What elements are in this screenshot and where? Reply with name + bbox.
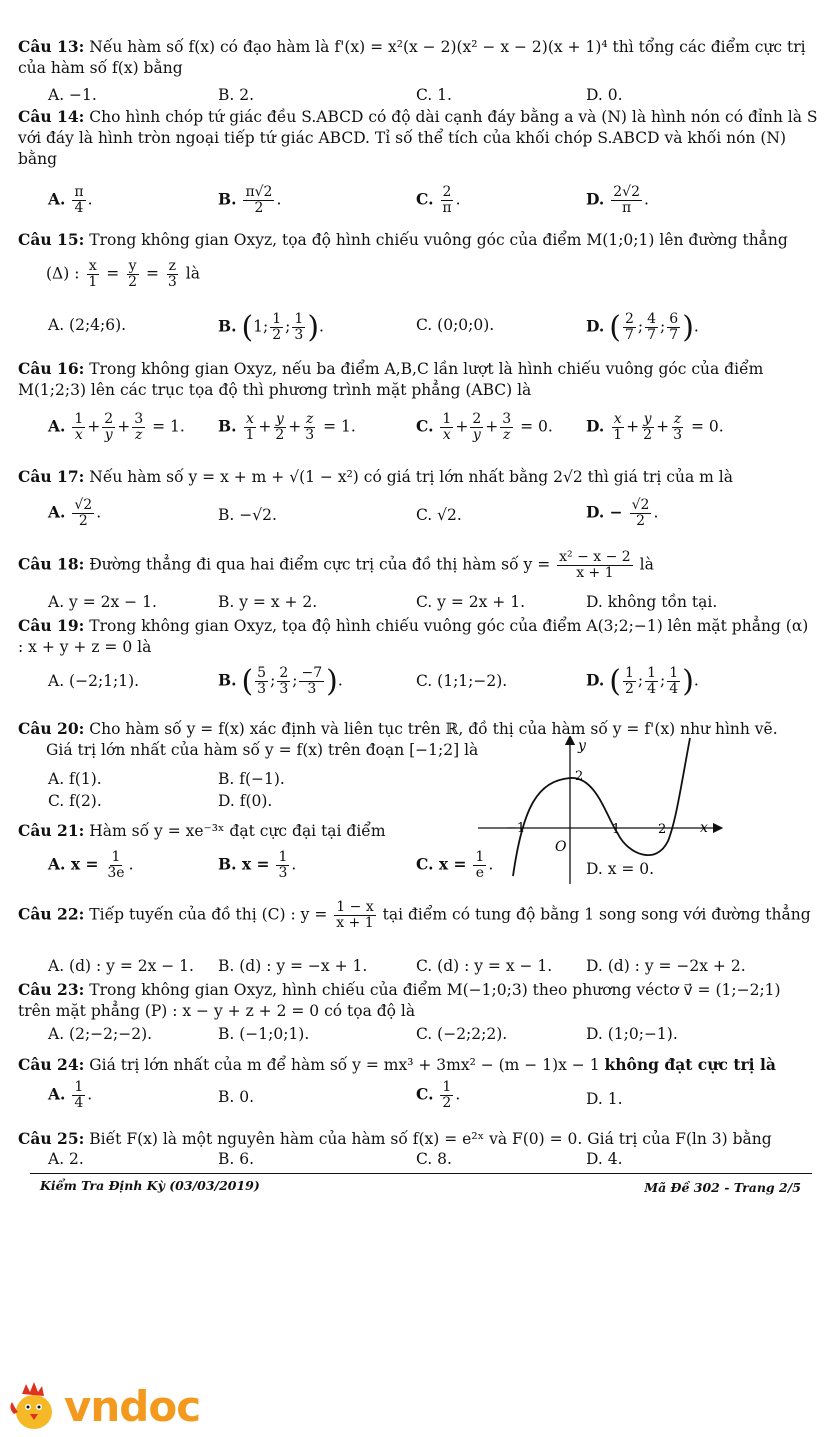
option-a[interactable]: A. f(1). bbox=[48, 770, 102, 788]
question-17 bbox=[18, 466, 818, 488]
option-c[interactable]: C. (d) : y = x − 1. bbox=[416, 957, 553, 975]
question-label: Câu 19: bbox=[18, 616, 85, 635]
question-24: Câu 24: Giá trị lớn nhất của m để hàm số y = mx³ + 3mx² − (m − 1)x − 1 không đạt cực trị là bbox=[18, 1055, 776, 1074]
question-text: Nếu hàm số f(x) có đạo hàm là f'(x) = x²(x − 2)(x² − x − 2)(x + 1)⁴ thì tổng các điểm cực trị của hàm số f(x) bằng bbox=[18, 38, 806, 77]
option-b[interactable]: B. bbox=[218, 316, 237, 336]
option-b[interactable]: B. (d) : y = −x + 1. bbox=[218, 957, 368, 975]
question-label: Câu 20: bbox=[18, 719, 85, 738]
question-label: Câu 24: bbox=[18, 1055, 85, 1074]
option-a[interactable]: A. bbox=[48, 416, 66, 436]
option-a[interactable]: A. bbox=[48, 502, 66, 522]
question-16 bbox=[18, 358, 818, 401]
options-15: A. (2;4;6). B. (1; $\frac{1}{2}$ ; $\frac{1}{3}$ ). C. (0;0;0). D. ( $\frac{2}{7}$ ; $\frac{4}{7}$ ; $\frac{6}{7}$ ). bbox=[48, 310, 699, 345]
options-17: A. $\frac{√2}{2}$ . B. −√2. C. √2. D. − $\frac{√2}{2}$ . bbox=[48, 497, 659, 529]
question-22: Câu 22: Tiếp tuyến của đồ thị (C) : y = $\frac{1 - x}{x + 1}$ tại điểm có tung độ bằng 1 song song với đường thẳng bbox=[18, 899, 811, 931]
question-label: Câu 15: bbox=[18, 230, 85, 249]
question-label: Câu 25: bbox=[18, 1129, 85, 1148]
fraction: $\frac{\pi√2}{2}$ bbox=[245, 184, 273, 216]
tick-1: 1 bbox=[612, 822, 621, 837]
question-15: Câu 15: Trong không gian Oxyz, tọa độ hình chiếu vuông góc của điểm M(1;0;1) lên đường thẳng (Δ) : $\frac{x}{1}$ = $\frac{y}{2}$ = $\frac{z}{3}$ là bbox=[18, 230, 788, 290]
option-d[interactable]: D. (1;0;−1). bbox=[586, 1025, 678, 1043]
options-21: A. x = $\frac{1}{3e}$ . B. x = $\frac{1}{3}$ . C. x = $\frac{1}{e}$ . D. x = 0. bbox=[48, 849, 655, 881]
question-label: Câu 18: bbox=[18, 554, 85, 574]
option-d[interactable]: D. − bbox=[586, 502, 623, 522]
option-d[interactable]: D. 0. bbox=[586, 86, 623, 104]
tick-2: 2 bbox=[658, 822, 667, 837]
option-a[interactable]: A. y = 2x − 1. bbox=[48, 593, 157, 611]
footer-page-number: Mã Đề 302 - Trang 2/5 bbox=[644, 1180, 801, 1195]
question-text-2: Giá trị lớn nhất của hàm số y = f(x) trên đoạn [−1;2] là bbox=[46, 741, 479, 759]
option-c[interactable]: C. f(2). bbox=[48, 792, 102, 810]
line-name: (Δ) : bbox=[46, 264, 80, 283]
option-c[interactable]: C. (0;0;0). bbox=[416, 316, 495, 334]
fraction: $\frac{\pi}{4}$ bbox=[74, 184, 84, 216]
option-c[interactable]: C. 8. bbox=[416, 1150, 452, 1168]
question-23 bbox=[18, 979, 818, 1022]
options-14: A. $\frac{\pi}{4}$ . B. $\frac{\pi√2}{2}$ . C. $\frac{2}{\pi}$ . D. $\frac{2√2}{\pi}$ . bbox=[48, 184, 649, 216]
option-a[interactable]: A. (d) : y = 2x − 1. bbox=[48, 957, 194, 975]
option-c[interactable]: C. (1;1;−2). bbox=[416, 672, 508, 690]
option-c[interactable]: C. y = 2x + 1. bbox=[416, 593, 525, 611]
question-label: Câu 23: bbox=[18, 980, 85, 999]
fraction: $\frac{2√2}{\pi}$ bbox=[613, 184, 640, 216]
logo-text: vndoc bbox=[64, 1382, 201, 1431]
option-b[interactable]: B. 6. bbox=[218, 1150, 255, 1168]
option-d[interactable]: D. 4. bbox=[586, 1150, 623, 1168]
option-d[interactable]: D. 1. bbox=[586, 1090, 623, 1108]
question-text: Cho hàm số y = f(x) xác định và liên tục trên ℝ, đồ thị của hàm số y = f'(x) như hình vẽ. bbox=[89, 720, 778, 738]
option-b[interactable]: B. bbox=[218, 189, 237, 209]
option-c[interactable]: C. bbox=[416, 1084, 434, 1104]
question-label: Câu 22: bbox=[18, 904, 85, 924]
question-label: Câu 14: bbox=[18, 107, 85, 126]
option-c[interactable]: C. √2. bbox=[416, 506, 462, 524]
option-a[interactable]: A. (2;4;6). bbox=[48, 316, 127, 334]
question-label: Câu 13: bbox=[18, 37, 85, 56]
option-b[interactable]: B. (−1;0;1). bbox=[218, 1025, 310, 1043]
question-14 bbox=[18, 106, 818, 170]
question-label: Câu 17: bbox=[18, 467, 85, 486]
option-a[interactable]: A. bbox=[48, 189, 66, 209]
option-a[interactable]: A. 2. bbox=[48, 1150, 84, 1168]
question-19 bbox=[18, 615, 818, 658]
vndoc-logo[interactable] bbox=[6, 1380, 226, 1432]
question-text: Trong không gian Oxyz, tọa độ hình chiếu vuông góc của điểm A(3;2;−1) lên mặt phẳng (α) : x + y + z = 0 là bbox=[18, 617, 809, 656]
question-text: Hàm số y = xe⁻³ˣ đạt cực đại tại điểm bbox=[89, 822, 386, 840]
option-b[interactable]: B. bbox=[218, 416, 237, 436]
option-a[interactable]: A. −1. bbox=[48, 86, 97, 104]
question-text: Biết F(x) là một nguyên hàm của hàm số f(x) = e²ˣ và F(0) = 0. Giá trị của F(ln 3) bằng bbox=[89, 1130, 772, 1148]
footer-title: Kiểm Tra Định Kỳ (03/03/2019) bbox=[40, 1178, 260, 1193]
tick-y2: 2 bbox=[575, 769, 584, 784]
option-d[interactable]: D. f(0). bbox=[218, 792, 273, 810]
option-c[interactable]: C. (−2;2;2). bbox=[416, 1025, 508, 1043]
option-d[interactable]: D. x = 0. bbox=[586, 860, 655, 878]
option-b[interactable]: B. bbox=[218, 670, 237, 690]
options-20 bbox=[48, 770, 448, 818]
options-19: A. (−2;1;1). B. ( $\frac{5}{3}$ ; $\frac{2}{3}$ ; $\frac{-7}{3}$ ). C. (1;1;−2). D. ( $\frac{1}{2}$ ; $\frac{1}{4}$ ; $\frac{1}{4}$ ). bbox=[48, 664, 699, 699]
question-13 bbox=[18, 36, 818, 79]
question-25 bbox=[18, 1128, 818, 1150]
option-b[interactable]: B. y = x + 2. bbox=[218, 593, 318, 611]
option-a[interactable]: A. x = bbox=[48, 854, 99, 874]
fraction: $\frac{2}{\pi}$ bbox=[442, 184, 452, 216]
option-b[interactable]: B. 0. bbox=[218, 1088, 255, 1106]
option-b[interactable]: B. x = bbox=[218, 854, 270, 874]
question-text: Trong không gian Oxyz, nếu ba điểm A,B,C lần lượt là hình chiếu vuông góc của điểm M(1;2;3) lên các trục tọa độ thì phương trình mặt phẳng (ABC) là bbox=[18, 360, 764, 399]
question-text: Tiếp tuyến của đồ thị (C) : y = bbox=[89, 905, 328, 924]
options-24: A. $\frac{1}{4}$ . B. 0. C. $\frac{1}{2}$ . D. 1. bbox=[48, 1079, 623, 1111]
question-label: Câu 21: bbox=[18, 821, 85, 840]
option-a[interactable]: A. (−2;1;1). bbox=[48, 672, 140, 690]
option-a[interactable]: A. bbox=[48, 1084, 66, 1104]
question-text: Đường thẳng đi qua hai điểm cực trị của đồ thị hàm số y = bbox=[89, 555, 551, 574]
origin-label: O bbox=[555, 839, 567, 855]
chicken-mascot-icon bbox=[6, 1380, 62, 1432]
option-c[interactable]: C. bbox=[416, 416, 434, 436]
question-18: Câu 18: Đường thẳng đi qua hai điểm cực trị của đồ thị hàm số y = $\frac{\text{x² − x − 2}}{x + 1}$ là bbox=[18, 549, 654, 581]
options-16: A. $\frac{1}{x}$ + $\frac{2}{y}$ + $\frac{3}{z}$ = 1. B. $\frac{x}{1}$ + $\frac{y}{2}$ + $\frac{z}{3}$ = 1. C. $\frac{1}{x}$ + $\frac{2}{y}$ + $\frac{3}{z}$ = 0. D. $\frac{x}{1}$ + $\frac{y}{2}$ + $\frac{z}{3}$ = 0. bbox=[48, 411, 724, 443]
option-d[interactable]: D. bbox=[586, 670, 605, 690]
option-d[interactable]: D. bbox=[586, 189, 605, 209]
option-a[interactable]: A. (2;−2;−2). bbox=[48, 1025, 153, 1043]
footer-divider bbox=[30, 1173, 812, 1174]
option-b[interactable]: B. f(−1). bbox=[218, 770, 285, 788]
option-b[interactable]: B. −√2. bbox=[218, 506, 277, 524]
question-text: Giá trị lớn nhất của m để hàm số y = mx³ + 3mx² − (m − 1)x − 1 bbox=[89, 1056, 600, 1074]
tick-neg1: −1 bbox=[506, 821, 526, 836]
option-b[interactable]: B. 2. bbox=[218, 86, 255, 104]
question-label: Câu 16: bbox=[18, 359, 85, 378]
question-text: Cho hình chóp tứ giác đều S.ABCD có độ dài cạnh đáy bằng a và (N) là hình nón có đỉnh là S với đáy là hình tròn ngoại tiếp tứ giác ABCD. Tỉ số thể tích của khối chóp S.ABCD và khối nón (N) bằng bbox=[18, 108, 818, 168]
question-text: Nếu hàm số y = x + m + √(1 − x²) có giá trị lớn nhất bằng 2√2 thì giá trị của m là bbox=[89, 468, 733, 486]
question-text: Trong không gian Oxyz, hình chiếu của điểm M(−1;0;3) theo phương véctơ v⃗ = (1;−2;1) trên mặt phẳng (P) : x − y + z + 2 = 0 có tọa độ là bbox=[18, 981, 781, 1020]
option-d[interactable]: D. không tồn tại. bbox=[586, 593, 718, 611]
y-label: y bbox=[578, 738, 586, 754]
question-21 bbox=[18, 820, 488, 842]
question-text: Trong không gian Oxyz, tọa độ hình chiếu vuông góc của điểm M(1;0;1) lên đường thẳng bbox=[89, 231, 788, 249]
option-d[interactable]: D. bbox=[586, 316, 605, 336]
option-c[interactable]: C. bbox=[416, 189, 434, 209]
option-d[interactable]: D. (d) : y = −2x + 2. bbox=[586, 957, 746, 975]
x-label: x bbox=[700, 820, 708, 836]
option-d[interactable]: D. bbox=[586, 416, 605, 436]
option-c[interactable]: C. x = bbox=[416, 854, 467, 874]
option-c[interactable]: C. 1. bbox=[416, 86, 452, 104]
